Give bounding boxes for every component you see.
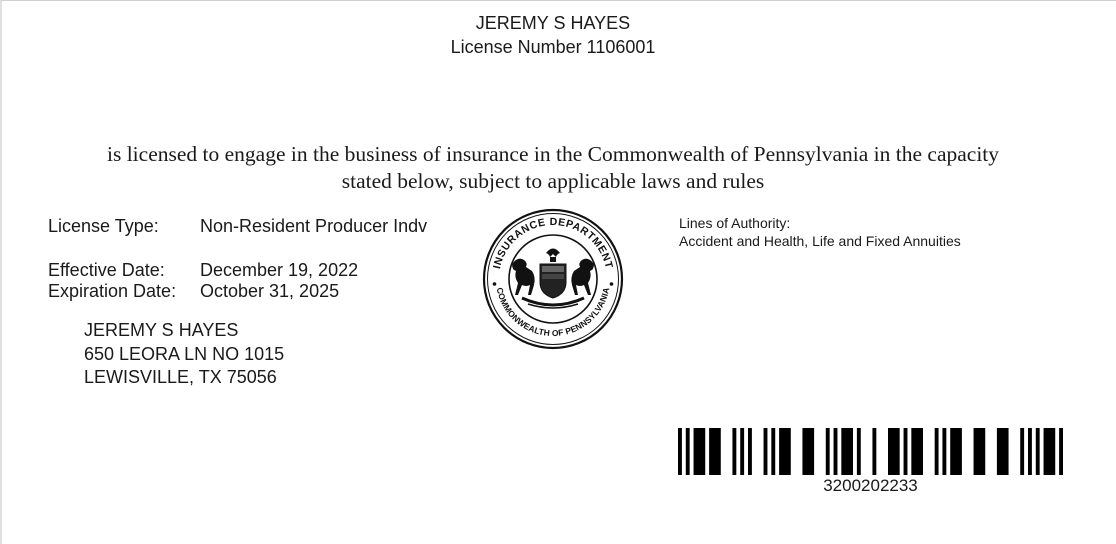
statement-line-1: is licensed to engage in the business of insurance in the Commonwealth of Pennsylvania in the capacity: [106, 142, 1000, 166]
svg-text:COMMONWEALTH OF PENNSYLVANIA: COMMONWEALTH OF PENNSYLVANIA: [494, 286, 612, 339]
seal-icon: [482, 208, 624, 350]
barcode-number: 3200202233: [823, 476, 918, 495]
statement-line-2: stated below, subject to applicable laws and rules: [341, 169, 765, 193]
effective-date-value: December 19, 2022: [200, 260, 359, 280]
mailing-address: [84, 319, 284, 390]
expiration-date-label: Expiration Date:: [48, 281, 177, 301]
expiration-date-value: October 31, 2025: [200, 281, 340, 301]
license-number: License Number 1106001: [450, 37, 656, 57]
address-line-2: 650 LEORA LN NO 1015: [84, 343, 285, 364]
lines-of-authority: [679, 214, 961, 250]
license-statement: [0, 141, 1106, 195]
pennsylvania-insurance-department-seal: [482, 208, 624, 350]
license-type-value: Non-Resident Producer Indv: [200, 216, 428, 236]
address-line-1: JEREMY S HAYES: [84, 320, 239, 340]
barcode: [678, 428, 1063, 475]
barcode-icon: [678, 428, 1063, 475]
licensee-name: JEREMY S HAYES: [475, 13, 631, 33]
license-type-label: License Type:: [48, 216, 159, 236]
effective-date-label: Effective Date:: [48, 260, 165, 280]
lines-of-authority-label: Lines of Authority:: [679, 215, 791, 231]
address-line-3: LEWISVILLE, TX 75056: [84, 367, 277, 387]
lines-of-authority-value: Accident and Health, Life and Fixed Annuities: [679, 233, 961, 249]
svg-text:INSURANCE DEPARTMENT: INSURANCE DEPARTMENT: [491, 215, 615, 270]
